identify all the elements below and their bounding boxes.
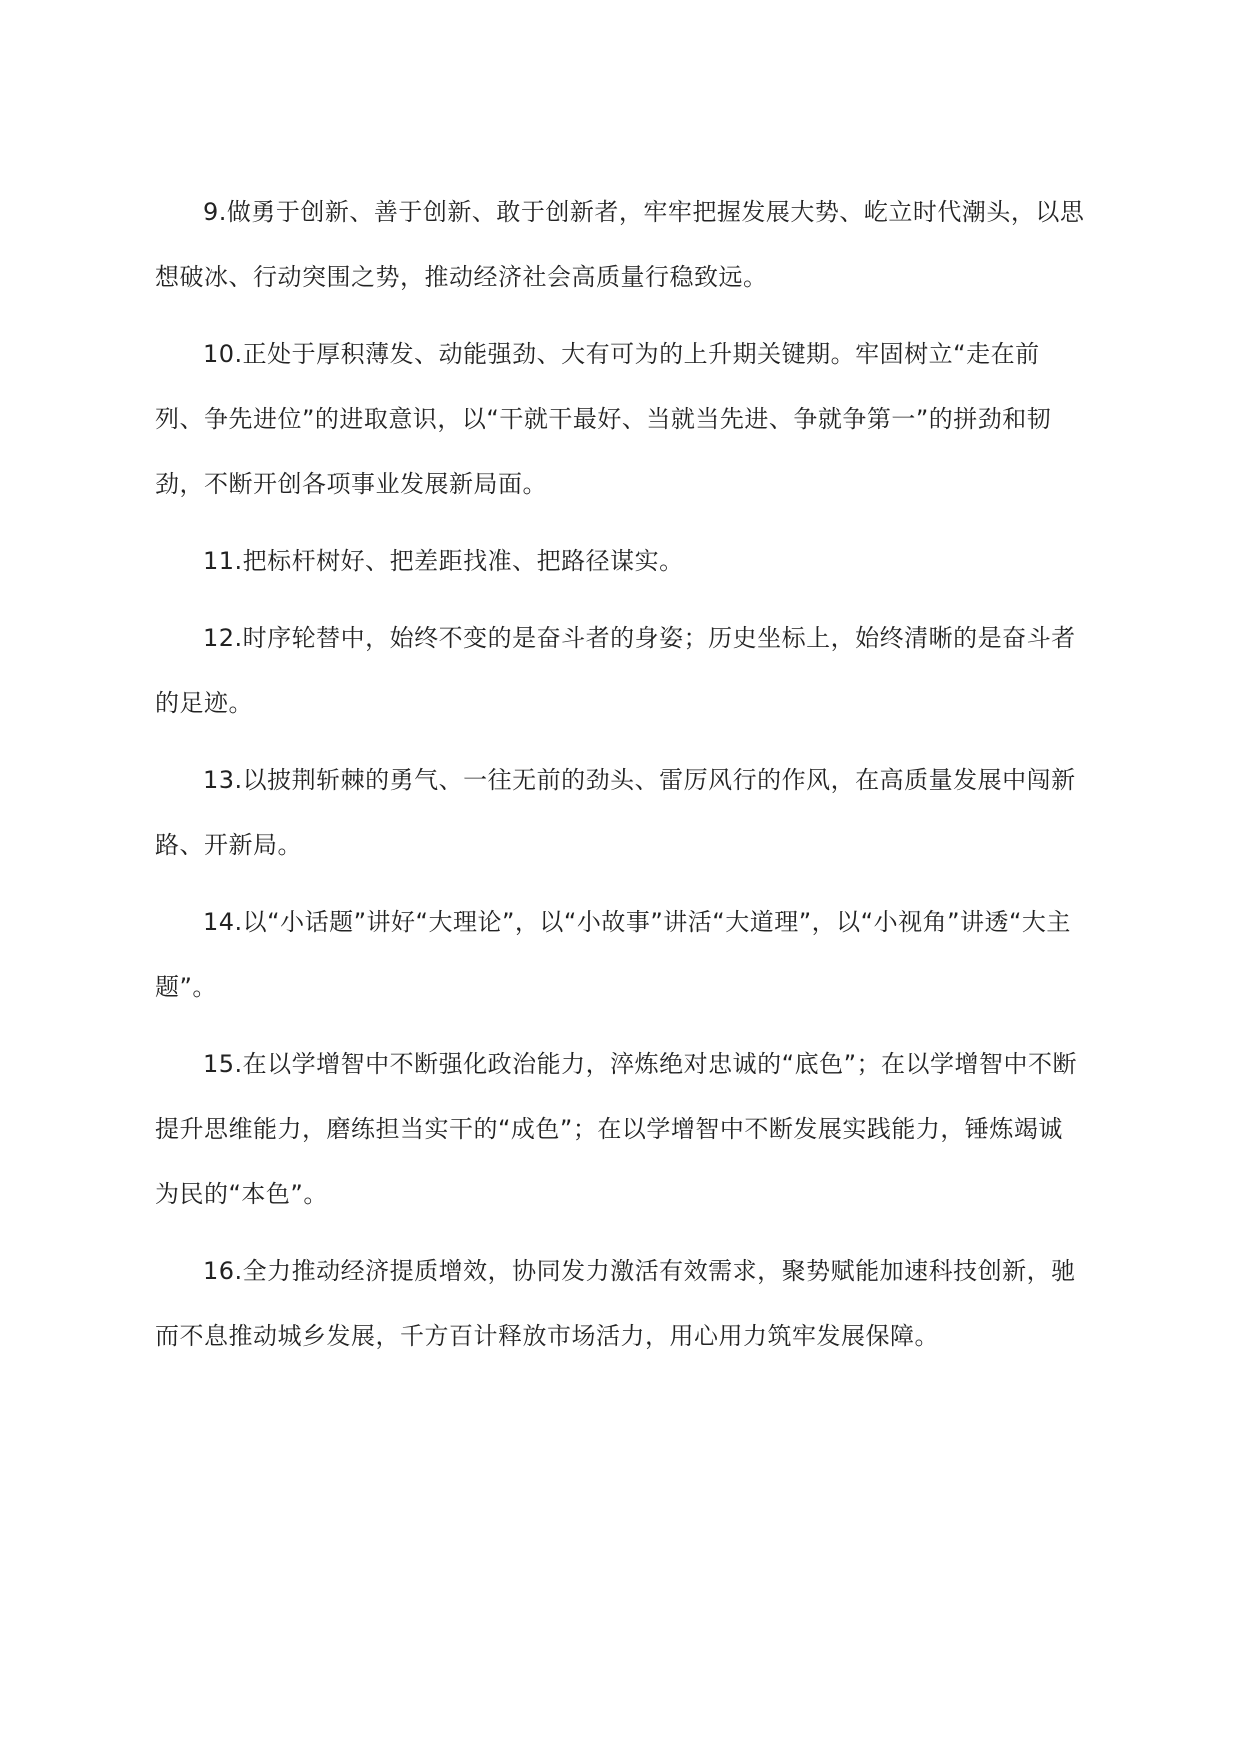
- paragraph-12: 12.时序轮替中，始终不变的是奋斗者的身姿；历史坐标上，始终清晰的是奋斗者的足迹。: [155, 624, 1076, 717]
- paragraph-10: 10.正处于厚积薄发、动能强劲、大有可为的上升期关键期。牢固树立“走在前列、争先进位”的进取意识，以“干就干最好、当就当先进、争就争第一”的拼劲和韧劲，不断开创各项事业发展新局面。: [155, 340, 1052, 498]
- paragraph-14: 14.以“小话题”讲好“大理论”，以“小故事”讲活“大道理”，以“小视角”讲透“大主题”。: [155, 908, 1071, 1001]
- paragraph-16: 16.全力推动经济提质增效，协同发力激活有效需求，聚势赋能加速科技创新，驰而不息推动城乡发展，千方百计释放市场活力，用心用力筑牢发展保障。: [155, 1257, 1076, 1350]
- paragraph-13: 13.以披荆斩棘的勇气、一往无前的劲头、雷厉风行的作风，在高质量发展中闯新路、开新局。: [155, 766, 1076, 859]
- paragraph-15: 15.在以学增智中不断强化政治能力，淬炼绝对忠诚的“底色”；在以学增智中不断提升思维能力，磨练担当实干的“成色”；在以学增智中不断发展实践能力，锤炼竭诚为民的“本色”。: [155, 1050, 1078, 1208]
- document-body: [155, 180, 1085, 1381]
- paragraph-9: 9.做勇于创新、善于创新、敢于创新者，牢牢把握发展大势、屹立时代潮头，以思想破冰、行动突围之势，推动经济社会高质量行稳致远。: [155, 198, 1085, 291]
- paragraph-11: 11.把标杆树好、把差距找准、把路径谋实。: [203, 547, 684, 575]
